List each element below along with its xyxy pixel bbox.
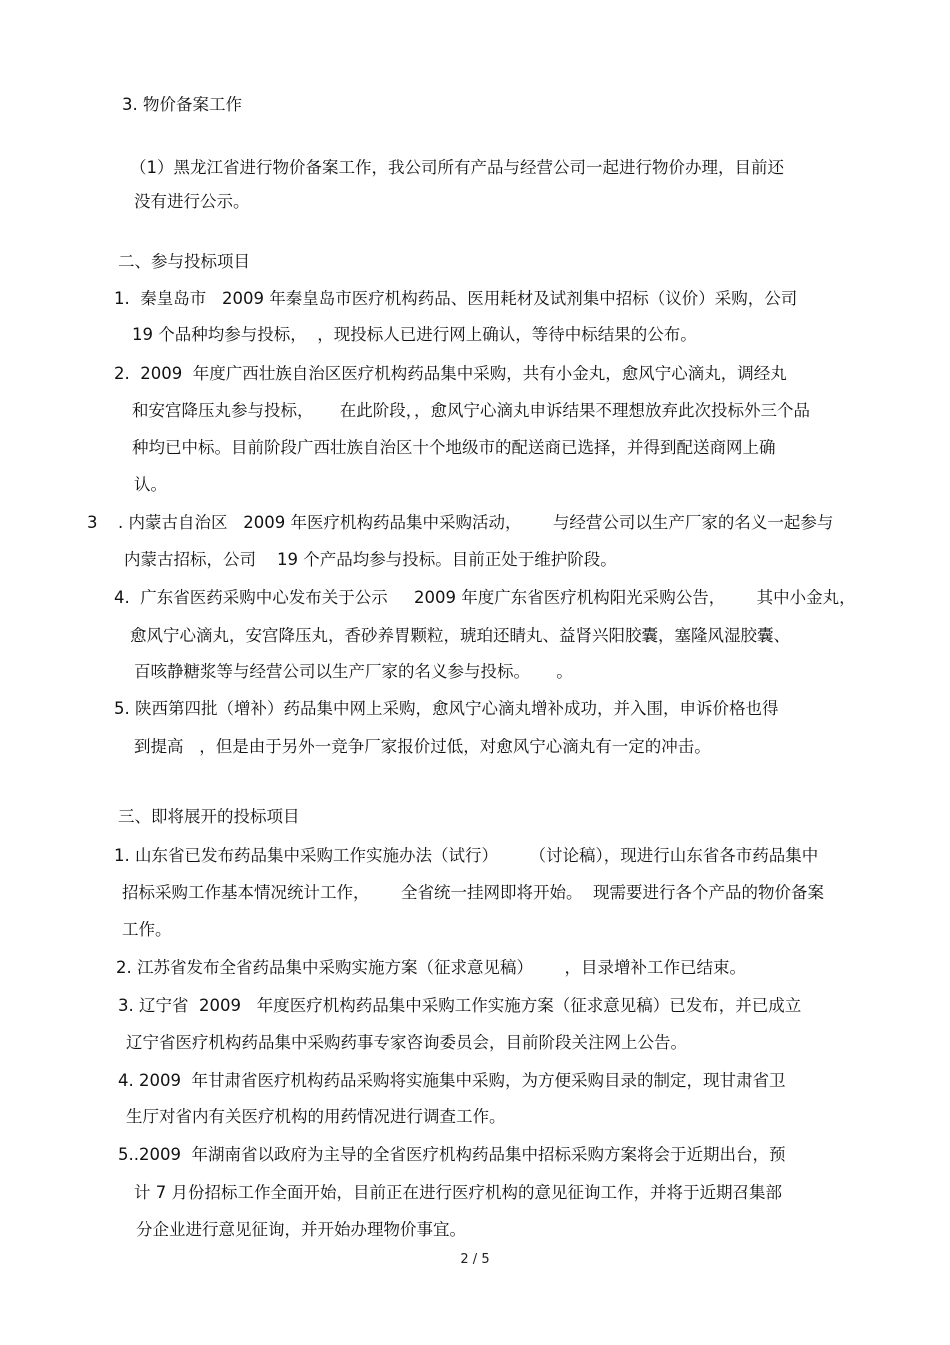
list-item-line: 百咳静糖浆等与经营公司以生产厂家的名义参与投标。 。	[134, 662, 573, 681]
list-item-line: 4. 2009 年甘肃省医疗机构药品采购将实施集中采购，为方便采购目录的制定，现甘肃省卫	[118, 1071, 786, 1090]
list-item-line: 1. 山东省已发布药品集中采购工作实施办法（试行） （讨论稿），现进行山东省各市药品集中	[114, 846, 819, 865]
paragraph-line: 没有进行公示。	[134, 192, 250, 211]
list-item-line: 种均已中标。目前阶段广西壮族自治区十个地级市的配送商已选择，并得到配送商网上确	[132, 438, 776, 457]
list-item-line: 2. 2009 年度广西壮族自治区医疗机构药品集中采购，共有小金丸，愈风宁心滴丸，调经丸	[114, 364, 787, 383]
list-item-line: 5..2009 年湖南省以政府为主导的全省医疗机构药品集中招标采购方案将会于近期出台，预	[118, 1145, 786, 1164]
paragraph-line: （1）黑龙江省进行物价备案工作，我公司所有产品与经营公司一起进行物价办理，目前还	[130, 158, 784, 177]
section-heading-upcoming-projects: 三、即将展开的投标项目	[118, 807, 300, 826]
list-item-number: 3	[87, 513, 98, 532]
list-item-line: . 内蒙古自治区 2009 年医疗机构药品集中采购活动， 与经营公司以生产厂家的名义一起参与	[118, 513, 834, 532]
section-heading-bidding-projects: 二、参与投标项目	[118, 252, 250, 271]
list-item-line: 认。	[134, 475, 167, 494]
list-item-line: 4. 广东省医药采购中心发布关于公示 2009 年度广东省医疗机构阳光采购公告， 其中小金丸，	[114, 588, 856, 607]
list-item-line: 招标采购工作基本情况统计工作， 全省统一挂网即将开始。 现需要进行各个产品的物价备案	[122, 883, 824, 902]
list-item-line: 和安宫降压丸参与投标， 在此阶段，，愈风宁心滴丸申诉结果不理想放弃此次投标外三个品	[132, 401, 810, 420]
list-item-line: 计 7 月份招标工作全面开始，目前正在进行医疗机构的意见征询工作，并将于近期召集部	[134, 1183, 782, 1202]
list-item-line: 3. 辽宁省 2009 年度医疗机构药品集中采购工作实施方案（征求意见稿）已发布，并已成立	[118, 996, 802, 1015]
list-item-line: 1. 秦皇岛市 2009 年秦皇岛市医疗机构药品、医用耗材及试剂集中招标（议价）采购，公司	[114, 289, 798, 308]
list-item-line: 生厅对省内有关医疗机构的用药情况进行调查工作。	[126, 1107, 506, 1126]
list-item-line: 愈风宁心滴丸，安宫降压丸，香砂养胃颗粒，琥珀还睛丸、益肾兴阳胶囊，塞隆风湿胶囊、	[130, 626, 790, 645]
list-item-line: 工作。	[122, 920, 172, 939]
list-item-line: 到提高 ，但是由于另外一竞争厂家报价过低，对愈风宁心滴丸有一定的冲击。	[134, 737, 711, 756]
list-item-line: 分企业进行意见征询，并开始办理物价事宜。	[136, 1220, 466, 1239]
list-item-line: 5. 陕西第四批（增补）药品集中网上采购，愈风宁心滴丸增补成功，并入围，申诉价格也得	[114, 699, 779, 718]
list-item-line: 2. 江苏省发布全省药品集中采购实施方案（征求意见稿） ，目录增补工作已结束。	[116, 958, 746, 977]
list-item-line: 辽宁省医疗机构药品集中采购药事专家咨询委员会，目前阶段关注网上公告。	[126, 1033, 687, 1052]
list-item-line: 19 个品种均参与投标， ，现投标人已进行网上确认，等待中标结果的公布。	[132, 325, 697, 344]
list-item-line: 内蒙古招标，公司 19 个产品均参与投标。目前正处于维护阶段。	[124, 550, 617, 569]
page-number: 2 / 5	[460, 1252, 490, 1267]
section-heading-price-filing: 3. 物价备案工作	[122, 95, 242, 114]
